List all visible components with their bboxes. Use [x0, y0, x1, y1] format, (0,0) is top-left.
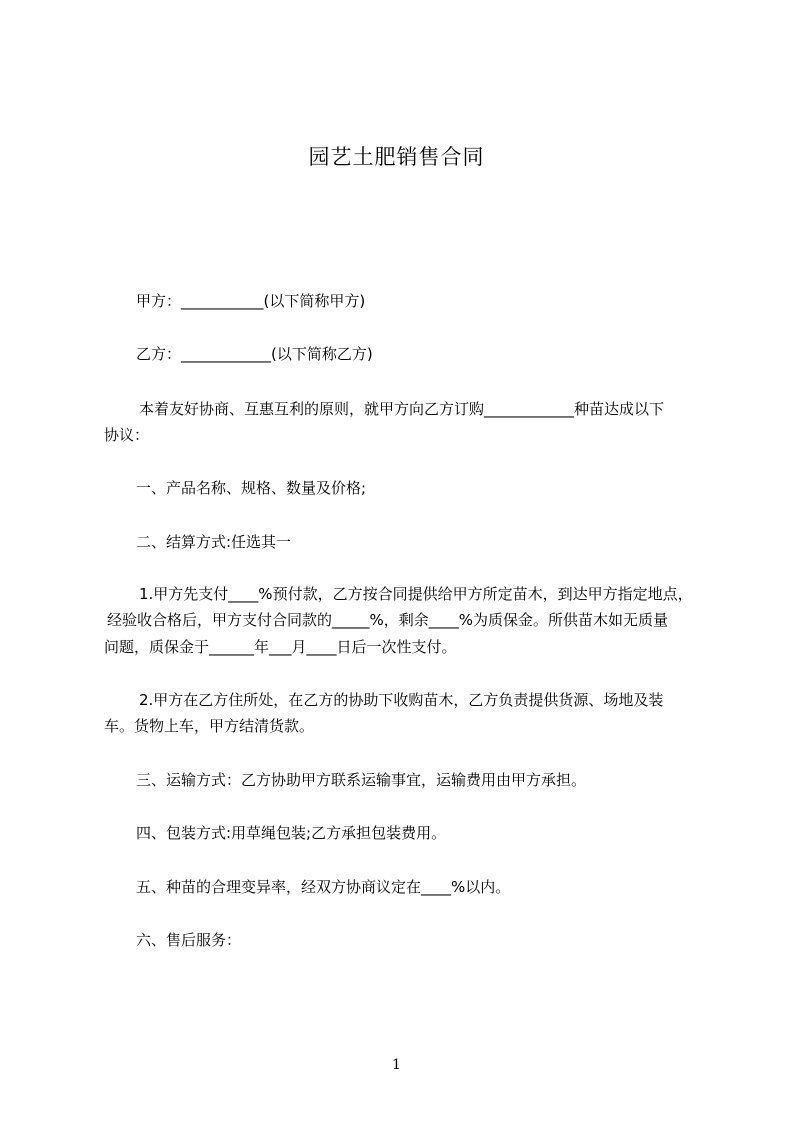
option-1-line-3: 问题，质保金于______年___月____日后一次性支付。	[104, 638, 457, 656]
section-2-heading: 二、结算方式:任选其一	[136, 533, 292, 551]
preamble-line-1: 本着友好协商、互惠互利的原则，就甲方向乙方订购____________种苗达成以下	[139, 400, 665, 418]
section-1-heading: 一、产品名称、规格、数量及价格;	[136, 479, 367, 497]
option-2-line-2: 车。货物上车，甲方结清货款。	[104, 717, 315, 735]
option-1-line-2: 经验收合格后，甲方支付合同款的_____%，剩余____%为质保金。所供苗木如无质量	[107, 611, 669, 629]
option-1-line-1: 1.甲方先支付____%预付款，乙方按合同提供给甲方所定苗木，到达甲方指定地点，	[139, 585, 693, 603]
document-title: 园艺土肥销售合同	[308, 145, 485, 169]
section-3-paragraph: 三、运输方式：乙方协助甲方联系运输事宜，运输费用由甲方承担。	[136, 771, 587, 789]
option-2-line-1: 2.甲方在乙方住所处，在乙方的协助下收购苗木，乙方负责提供货源、场地及装	[139, 691, 664, 709]
section-6-heading: 六、售后服务：	[136, 931, 242, 949]
preamble-line-2: 协议：	[104, 426, 150, 444]
section-5-paragraph: 五、种苗的合理变异率，经双方协商议定在____%以内。	[136, 878, 511, 896]
section-4-paragraph: 四、包装方式:用草绳包装;乙方承担包装费用。	[136, 824, 447, 842]
party-b-line: 乙方：____________(以下简称乙方)	[136, 345, 373, 363]
page-number: 1	[392, 1057, 401, 1073]
party-a-line: 甲方：___________(以下简称甲方)	[136, 292, 366, 310]
